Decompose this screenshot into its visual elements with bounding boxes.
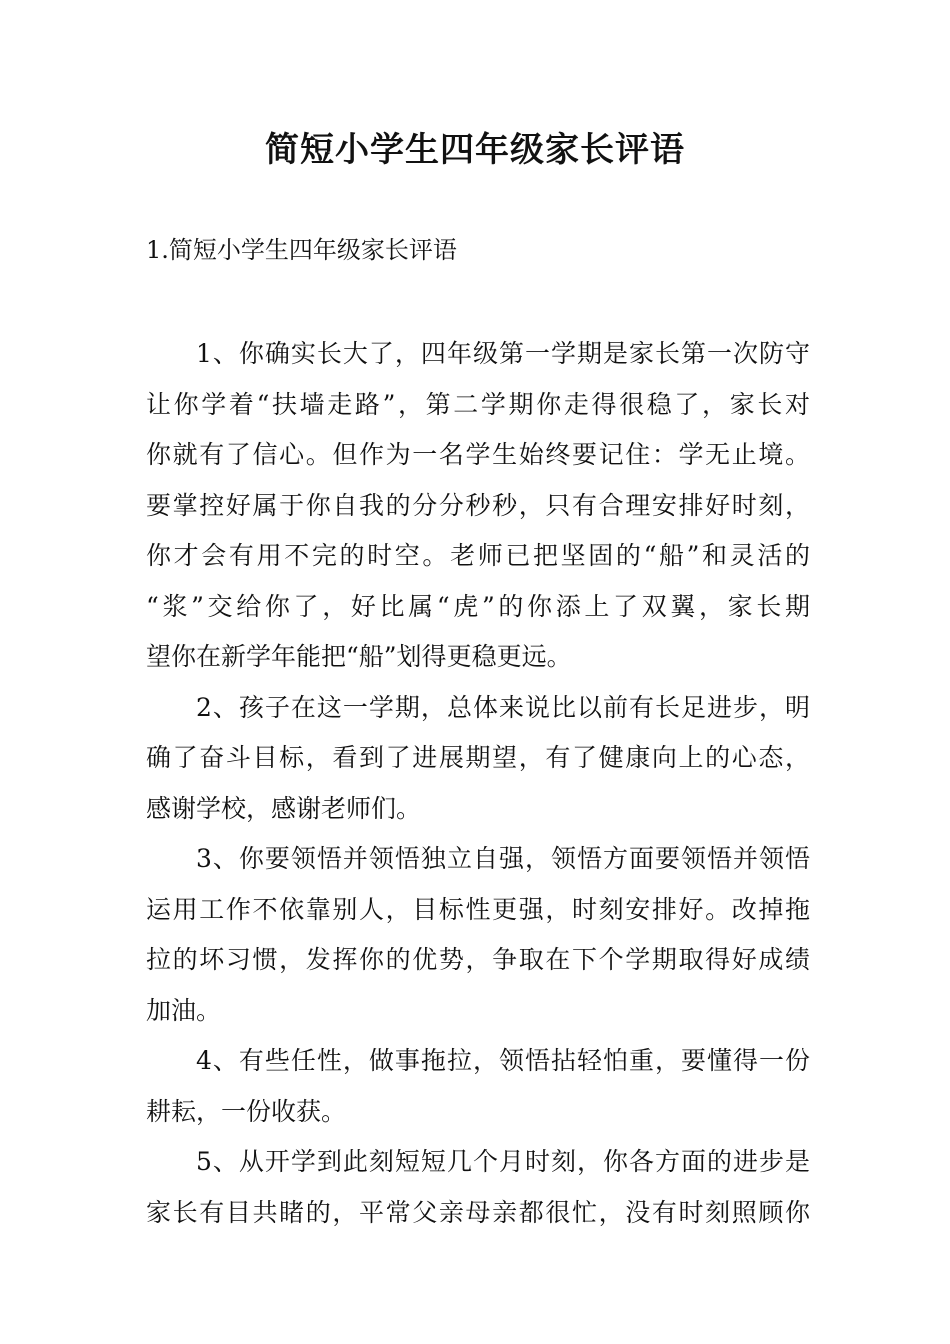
section-heading: 1.简短小学生四年级家长评语 xyxy=(146,236,457,264)
body-text-line: 家长有目共睹的，平常父亲母亲都很忙，没有时刻照顾你 xyxy=(146,1197,810,1227)
body-text-line: 你就有了信心。但作为一名学生始终要记住：学无止境。 xyxy=(146,440,810,469)
document-title: 简短小学生四年级家长评语 xyxy=(265,130,685,170)
body-text-line: 2、孩子在这一学期，总体来说比以前有长足进步，明 xyxy=(196,692,810,722)
body-text-line: 让你学着“扶墙走路”，第二学期你走得很稳了，家长对 xyxy=(146,389,810,419)
body-text-line: 感谢学校，感谢老师们。 xyxy=(146,793,422,823)
body-text-line: 望你在新学年能把“船”划得更稳更远。 xyxy=(146,642,572,671)
document-body xyxy=(146,329,810,1238)
body-text-line: 你才会有用不完的时空。老师已把坚固的“船”和灵活的 xyxy=(146,541,810,570)
body-text-line: “浆”交给你了，好比属“虎”的你添上了双翼，家长期 xyxy=(146,591,810,621)
body-text-line: 3、你要领悟并领悟独立自强，领悟方面要领悟并领悟 xyxy=(196,844,810,873)
body-text-line: 5、从开学到此刻短短几个月时刻，你各方面的进步是 xyxy=(196,1147,810,1176)
body-text-line: 1、你确实长大了，四年级第一学期是家长第一次防守 xyxy=(196,339,810,368)
body-text-line: 要掌控好属于你自我的分分秒秒，只有合理安排好时刻， xyxy=(146,490,810,520)
body-text-line: 运用工作不依靠别人，目标性更强，时刻安排好。改掉拖 xyxy=(146,894,810,924)
body-text-line: 4、有些任性，做事拖拉，领悟拈轻怕重，要懂得一份 xyxy=(196,1046,810,1075)
body-text-line: 确了奋斗目标，看到了进展期望，有了健康向上的心态， xyxy=(146,743,810,772)
body-text-line: 加油。 xyxy=(146,995,222,1025)
body-text-line: 耕耘，一份收获。 xyxy=(146,1096,347,1126)
body-text-line: 拉的坏习惯，发挥你的优势，争取在下个学期取得好成绩 xyxy=(146,945,810,974)
